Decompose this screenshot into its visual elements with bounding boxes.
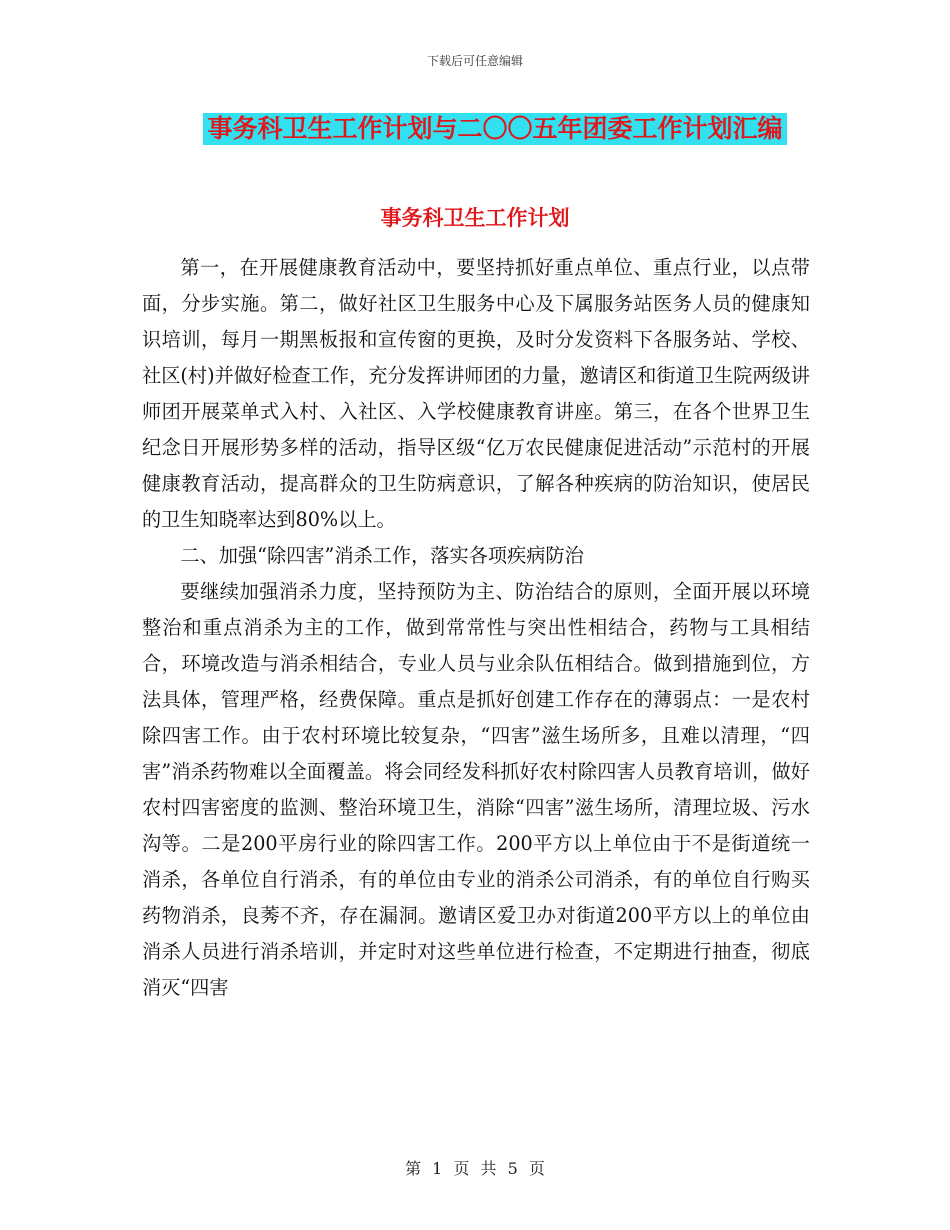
page-number: 第 1 页 共 5 页	[405, 1159, 545, 1178]
paragraph-1: 第一，在开展健康教育活动中，要坚持抓好重点单位、重点行业，以点带面，分步实施。第二，做好社区卫生服务中心及下属服务站医务人员的健康知识培训，每月一期黑板报和宣传窗的更换，及时分发资料下各服务站、学校、社区(村)并做好检查工作，充分发挥讲师团的力量，邀请区和街道卫生院两级讲师团开展菜单式入村、入社区、入学校健康教育讲座。第三，在各个世界卫生纪念日开展形势多样的活动，指导区级“亿万农民健康促进活动”示范村的开展健康教育活动，提高群众的卫生防病意识，了解各种疾病的防治知识，使居民的卫生知晓率达到80%以上。	[142, 256, 810, 531]
page-header-note: 下载后可任意编辑	[426, 54, 523, 68]
section-title: 事务科卫生工作计划	[380, 205, 570, 230]
paragraph-2-heading: 二、加强“除四害”消杀工作，落实各项疾病防治	[180, 544, 584, 567]
document-title: 事务科卫生工作计划与二〇〇五年团委工作计划汇编	[203, 113, 786, 145]
paragraph-3: 要继续加强消杀力度，坚持预防为主、防治结合的原则，全面开展以环境整治和重点消杀为主的工作，做到常常性与突出性相结合，药物与工具相结合，环境改造与消杀相结合，专业人员与业余队伍相结合。做到措施到位，方法具体，管理严格，经费保障。重点是抓好创建工作存在的薄弱点：一是农村除四害工作。由于农村环境比较复杂，“四害”滋生场所多，且难以清理，“四害”消杀药物难以全面覆盖。将会同经发科抓好农村除四害人员教育培训，做好农村四害密度的监测、整治环境卫生，消除“四害”滋生场所，清理垃圾、污水沟等。二是200平房行业的除四害工作。200平方以上单位由于不是街道统一消杀，各单位自行消杀，有的单位由专业的消杀公司消杀，有的单位自行购买药物消杀，良莠不齐，存在漏洞。邀请区爱卫办对街道200平方以上的单位由消杀人员进行消杀培训，并定时对这些单位进行检查，不定期进行抽查，彻底消灭“四害	[142, 580, 810, 999]
document-body	[142, 220, 810, 1006]
document-title-container	[0, 113, 950, 145]
